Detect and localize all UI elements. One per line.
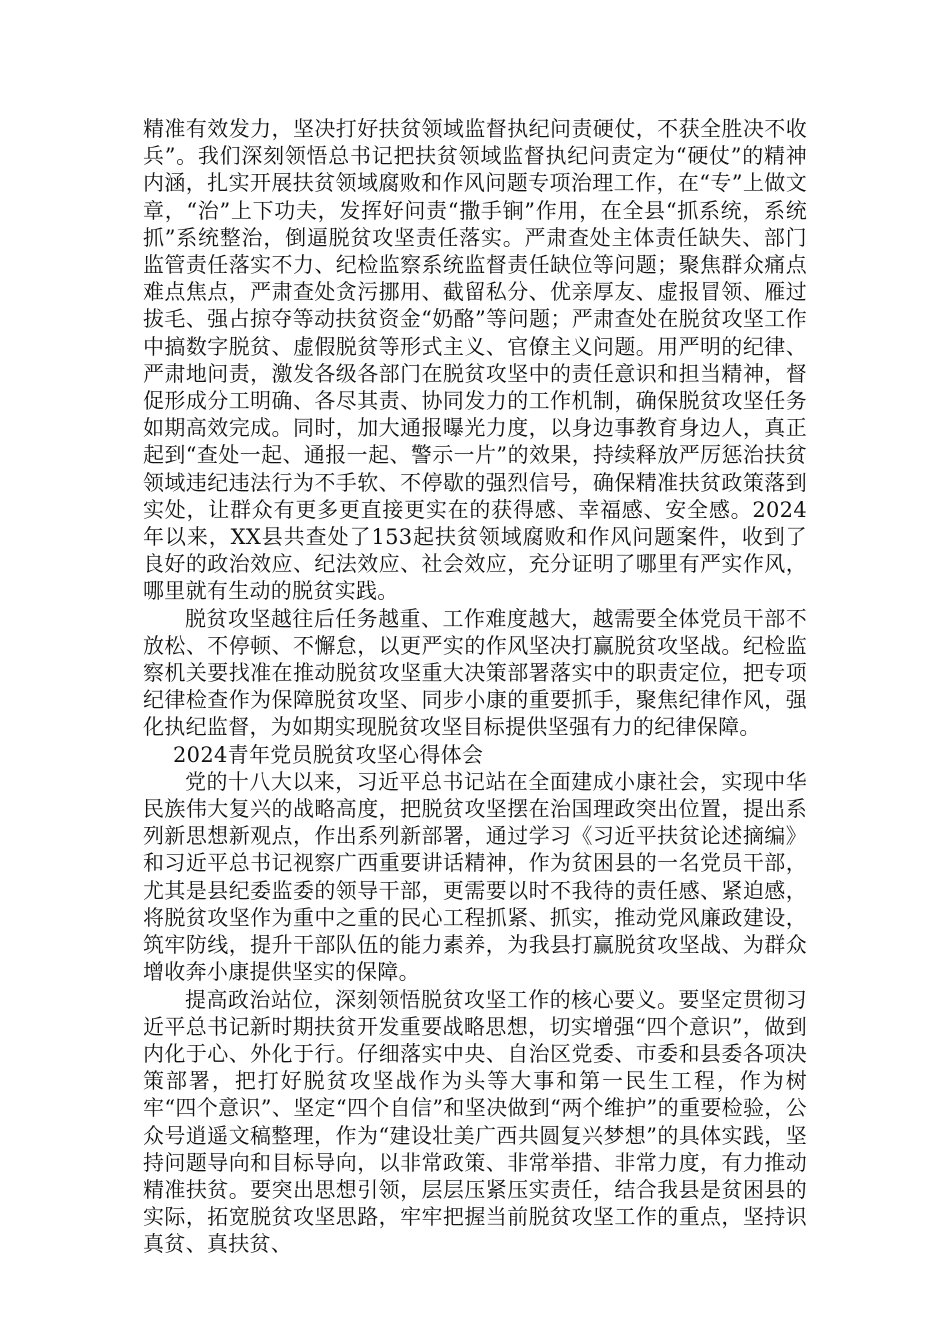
body-paragraph-2: 脱贫攻坚越往后任务越重、工作难度越大，越需要全体党员干部不放松、不停顿、不懈怠，以更严实的作风坚决打赢脱贫攻坚战。纪检监察机关要找准在推动脱贫攻坚重大决策部署落实中的职责定位，把专项纪律检查作为保障脱贫攻坚、同步小康的重要抓手，聚焦纪律作风，强化执纪监督，为如期实现脱贫攻坚目标提供坚强有力的纪律保障。 (143, 606, 807, 740)
body-paragraph-3: 党的十八大以来，习近平总书记站在全面建成小康社会，实现中华民族伟大复兴的战略高度，把脱贫攻坚摆在治国理政突出位置，提出系列新思想新观点，作出系列新部署，通过学习《习近平扶贫论述摘编》和习近平总书记视察广西重要讲话精神，作为贫困县的一名党员干部，尤其是县纪委监委的领导干部，更需要以时不我待的责任感、紧迫感，将脱贫攻坚作为重中之重的民心工程抓紧、抓实，推动党风廉政建设，筑牢防线，提升干部队伍的能力素养，为我县打赢脱贫攻坚战、为群众增收奔小康提供坚实的保障。 (143, 769, 807, 985)
body-paragraph-1: 精准有效发力，坚决打好扶贫领域监督执纪问责硬仗，不获全胜决不收兵”。我们深刻领悟总书记把扶贫领域监督执纪问责定为“硬仗”的精神内涵，扎实开展扶贫领域腐败和作风问题专项治理工作，在“专”上做文章，“治”上下功夫，发挥好问责“撒手锏”作用，在全县“抓系统，系统抓”系统整治，倒逼脱贫攻坚责任落实。严肃查处主体责任缺失、部门监管责任落实不力、纪检监察系统监督责任缺位等问题；聚焦群众痛点难点焦点，严肃查处贪污挪用、截留私分、优亲厚友、虚报冒领、雁过拔毛、强占掠夺等动扶贫资金“奶酪”等问题；严肃查处在脱贫攻坚工作中搞数字脱贫、虚假脱贫等形式主义、官僚主义问题。用严明的纪律、严肃地问责，激发各级各部门在脱贫攻坚中的责任意识和担当精神，督促形成分工明确、各尽其责、协同发力的工作机制，确保脱贫攻坚任务如期高效完成。同时，加大通报曝光力度，以身边事教育身边人，真正起到“查处一起、通报一起、警示一片”的效果，持续释放严厉惩治扶贫领域违纪违法行为不手软、不停歇的强烈信号，确保精准扶贫政策落到实处，让群众有更多更直接更实在的获得感、幸福感、安全感。2024年以来，XX县共查处了153起扶贫领域腐败和作风问题案件，收到了良好的政治效应、纪法效应、社会效应，充分证明了哪里有严实作风，哪里就有生动的脱贫实践。 (143, 117, 807, 604)
section-heading: 2024青年党员脱贫攻坚心得体会 (173, 742, 484, 767)
document-body (143, 116, 807, 1259)
body-paragraph-4: 提高政治站位，深刻领悟脱贫攻坚工作的核心要义。要坚定贯彻习近平总书记新时期扶贫开发重要战略思想，切实增强“四个意识”，做到内化于心、外化于行。仔细落实中央、自治区党委、市委和县委各项决策部署，把打好脱贫攻坚战作为头等大事和第一民生工程，作为树牢“四个意识”、坚定“四个自信”和坚决做到“两个维护”的重要检验，公众号逍遥文稿整理，作为“建设壮美广西共圆复兴梦想”的具体实践，坚持问题导向和目标导向，以非常政策、非常举措、非常力度，有力推动精准扶贫。要突出思想引领，层层压紧压实责任，结合我县是贫困县的实际，拓宽脱贫攻坚思路，牢牢把握当前脱贫攻坚工作的重点，坚持识真贫、真扶贫、 (143, 987, 807, 1257)
